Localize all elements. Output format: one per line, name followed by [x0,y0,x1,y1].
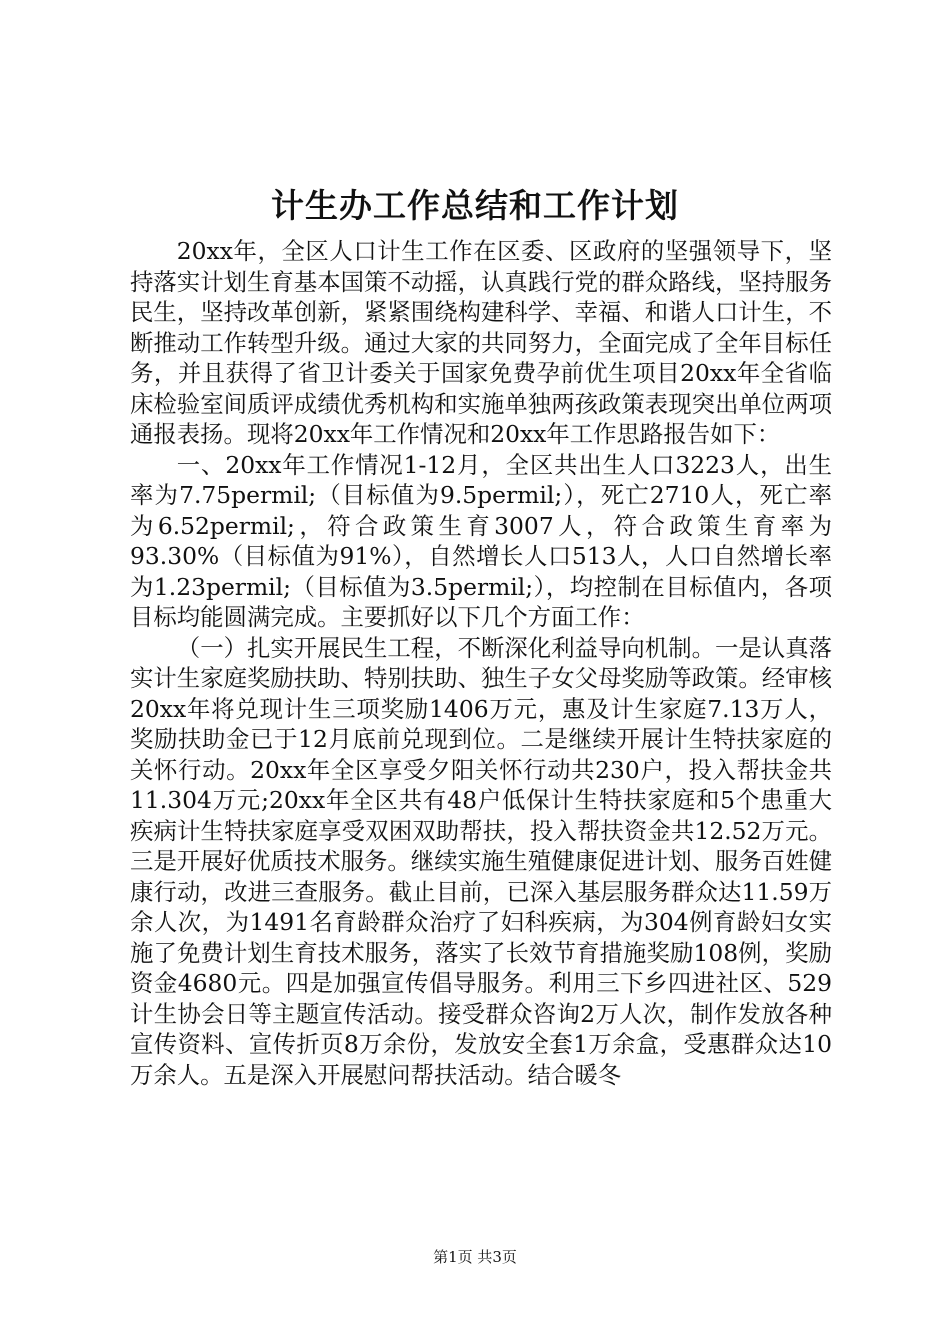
document-title: 计生办工作总结和工作计划 [271,186,679,225]
paragraph-section-one: 一、20xx年工作情况1-12月，全区共出生人口3223人，出生率为7.75permil;（目标值为9.5permil;），死亡2710人，死亡率为6.52permil;，符合政策生育3007人，符合政策生育率为93.30%（目标值为91%），自然增长人口513人，人口自然增长率为1.23permil;（目标值为3.5permil;），均控制在目标值内，各项目标均能圆满完成。主要抓好以下几个方面工作： [130,450,832,631]
paragraph-subsection-one: （一）扎实开展民生工程，不断深化利益导向机制。一是认真落实计生家庭奖励扶助、特别扶助、独生子女父母奖励等政策。经审核20xx年将兑现计生三项奖励1406万元，惠及计生家庭7.13万人，奖励扶助金已于12月底前兑现到位。二是继续开展计生特扶家庭的关怀行动。20xx年全区享受夕阳关怀行动共230户，投入帮扶金共11.304万元;20xx年全区共有48户低保计生特扶家庭和5个患重大疾病计生特扶家庭享受双困双助帮扶，投入帮扶资金共12.52万元。三是开展好优质技术服务。继续实施生殖健康促进计划、服务百姓健康行动，改进三查服务。截止目前，已深入基层服务群众达11.59万余人次，为1491名育龄群众治疗了妇科疾病，为304例育龄妇女实施了免费计划生育技术服务，落实了长效节育措施奖励108例，奖励资金4680元。四是加强宣传倡导服务。利用三下乡四进社区、529计生协会日等主题宣传活动。接受群众咨询2万人次，制作发放各种宣传资料、宣传折页8万余份，发放安全套1万余盒，受惠群众达10万余人。五是深入开展慰问帮扶活动。结合暖冬 [130,633,832,1089]
document-body [130,236,832,1090]
page-footer: 第1页 共3页 [433,1248,517,1266]
paragraph-intro: 20xx年，全区人口计生工作在区委、区政府的坚强领导下，坚持落实计划生育基本国策不动摇，认真践行党的群众路线，坚持服务民生，坚持改革创新，紧紧围绕构建科学、幸福、和谐人口计生，不断推动工作转型升级。通过大家的共同努力，全面完成了全年目标任务，并且获得了省卫计委关于国家免费孕前优生项目20xx年全省临床检验室间质评成绩优秀机构和实施单独两孩政策表现突出单位两项通报表扬。现将20xx年工作情况和20xx年工作思路报告如下： [130,237,832,448]
